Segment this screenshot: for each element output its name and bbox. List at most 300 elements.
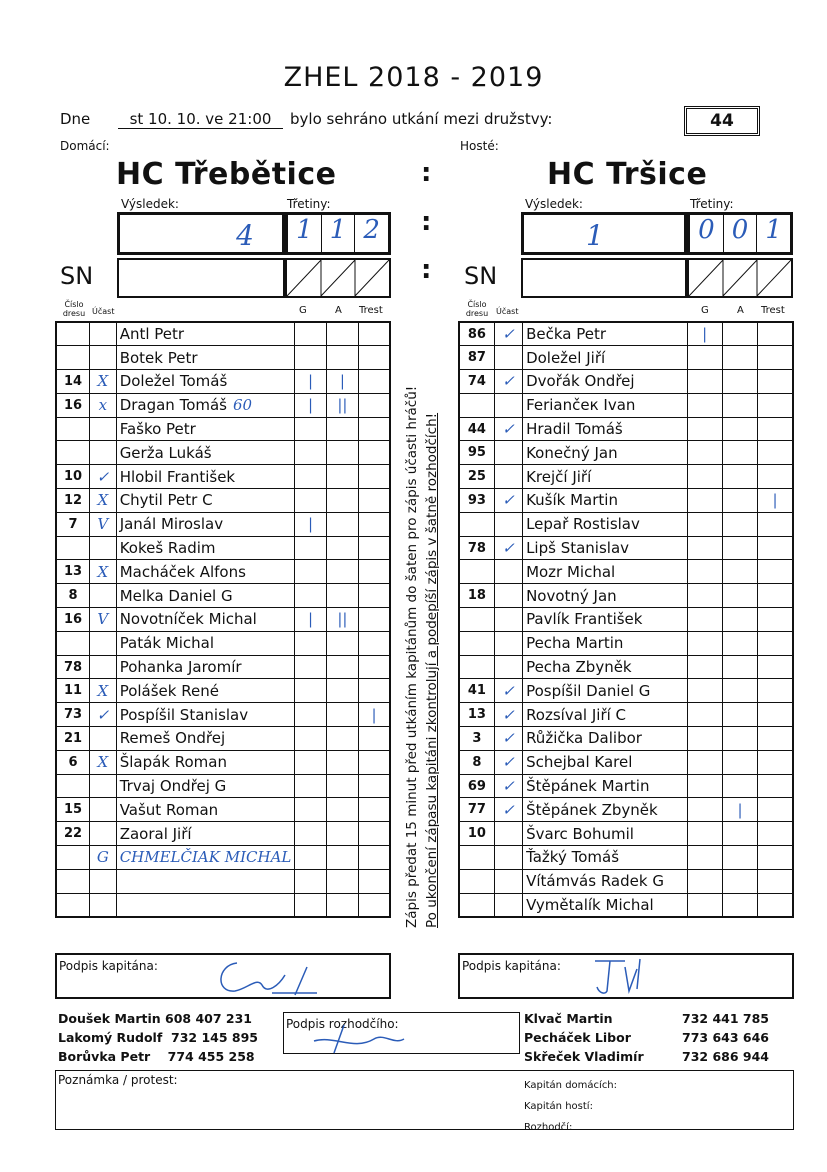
player-name[interactable] (116, 512, 295, 536)
goals-cell[interactable] (687, 370, 722, 394)
penalty-cell[interactable] (758, 869, 793, 893)
goals-cell[interactable] (687, 393, 722, 417)
goals-cell[interactable] (687, 774, 722, 798)
goals-cell[interactable] (295, 512, 326, 536)
player-number[interactable] (56, 346, 90, 370)
penalty-cell[interactable] (358, 417, 390, 441)
assists-cell[interactable] (722, 370, 757, 394)
penalty-cell[interactable] (358, 560, 390, 584)
player-name[interactable] (116, 393, 295, 417)
goals-cell[interactable] (295, 370, 326, 394)
participation-mark[interactable] (90, 822, 117, 846)
assists-cell[interactable] (722, 655, 757, 679)
player-number[interactable] (56, 560, 90, 584)
assists-cell[interactable] (326, 536, 358, 560)
home-captain-signature[interactable] (55, 953, 391, 999)
assists-cell[interactable] (722, 893, 757, 917)
participation-mark[interactable] (494, 822, 522, 846)
player-number[interactable] (56, 750, 90, 774)
penalty-cell[interactable] (358, 584, 390, 608)
goals-cell[interactable] (295, 655, 326, 679)
assists-cell[interactable] (326, 393, 358, 417)
penalty-cell[interactable] (358, 489, 390, 513)
assists-cell[interactable] (722, 322, 757, 346)
player-number[interactable] (56, 869, 90, 893)
player-name[interactable] (116, 750, 295, 774)
assists-cell[interactable] (326, 774, 358, 798)
assists-cell[interactable] (326, 798, 358, 822)
assists-cell[interactable] (722, 346, 757, 370)
participation-mark[interactable] (90, 655, 117, 679)
participation-mark[interactable] (494, 584, 522, 608)
penalty-cell[interactable] (758, 417, 793, 441)
goals-cell[interactable] (687, 822, 722, 846)
player-name[interactable] (116, 869, 295, 893)
player-name[interactable] (116, 489, 295, 513)
player-number[interactable] (459, 798, 494, 822)
player-name[interactable] (116, 370, 295, 394)
player-name[interactable] (116, 346, 295, 370)
player-number[interactable] (459, 774, 494, 798)
penalty-cell[interactable] (758, 370, 793, 394)
assists-cell[interactable] (326, 679, 358, 703)
player-number[interactable] (56, 655, 90, 679)
participation-mark[interactable] (90, 584, 117, 608)
participation-mark[interactable] (90, 608, 117, 632)
assists-cell[interactable] (722, 393, 757, 417)
assists-cell[interactable] (722, 489, 757, 513)
goals-cell[interactable] (687, 703, 722, 727)
player-name[interactable] (523, 774, 687, 798)
participation-mark[interactable] (494, 846, 522, 870)
player-name[interactable] (523, 679, 687, 703)
participation-mark[interactable] (90, 346, 117, 370)
player-name[interactable] (523, 417, 687, 441)
player-name[interactable] (523, 798, 687, 822)
assists-cell[interactable] (722, 512, 757, 536)
penalty-cell[interactable] (358, 393, 390, 417)
participation-mark[interactable] (90, 750, 117, 774)
penalty-cell[interactable] (358, 441, 390, 465)
player-name[interactable] (116, 322, 295, 346)
player-number[interactable] (459, 631, 494, 655)
participation-mark[interactable] (90, 489, 117, 513)
assists-cell[interactable] (326, 703, 358, 727)
participation-mark[interactable] (90, 798, 117, 822)
goals-cell[interactable] (687, 512, 722, 536)
player-number[interactable] (459, 346, 494, 370)
player-name[interactable] (523, 893, 687, 917)
assists-cell[interactable] (722, 822, 757, 846)
assists-cell[interactable] (326, 489, 358, 513)
participation-mark[interactable] (90, 536, 117, 560)
participation-mark[interactable] (494, 560, 522, 584)
assists-cell[interactable] (326, 560, 358, 584)
player-number[interactable] (56, 417, 90, 441)
goals-cell[interactable] (295, 893, 326, 917)
player-number[interactable] (56, 370, 90, 394)
assists-cell[interactable] (326, 417, 358, 441)
penalty-cell[interactable] (758, 798, 793, 822)
goals-cell[interactable] (295, 346, 326, 370)
assists-cell[interactable] (326, 512, 358, 536)
goals-cell[interactable] (295, 584, 326, 608)
penalty-cell[interactable] (758, 750, 793, 774)
goals-cell[interactable] (295, 703, 326, 727)
participation-mark[interactable] (90, 512, 117, 536)
penalty-cell[interactable] (358, 750, 390, 774)
penalty-cell[interactable] (758, 465, 793, 489)
player-number[interactable] (56, 846, 90, 870)
penalty-cell[interactable] (358, 346, 390, 370)
player-number[interactable] (459, 703, 494, 727)
player-name[interactable] (523, 560, 687, 584)
player-name[interactable] (116, 703, 295, 727)
player-name[interactable] (523, 846, 687, 870)
player-number[interactable] (56, 608, 90, 632)
player-name[interactable] (116, 465, 295, 489)
assists-cell[interactable] (722, 417, 757, 441)
goals-cell[interactable] (295, 822, 326, 846)
player-name[interactable] (116, 631, 295, 655)
goals-cell[interactable] (295, 322, 326, 346)
penalty-cell[interactable] (358, 703, 390, 727)
penalty-cell[interactable] (358, 679, 390, 703)
penalty-cell[interactable] (758, 608, 793, 632)
player-number[interactable] (459, 893, 494, 917)
penalty-cell[interactable] (358, 893, 390, 917)
player-name[interactable] (116, 536, 295, 560)
player-number[interactable] (459, 560, 494, 584)
player-name[interactable] (523, 631, 687, 655)
participation-mark[interactable] (90, 370, 117, 394)
player-name[interactable] (116, 608, 295, 632)
assists-cell[interactable] (326, 465, 358, 489)
goals-cell[interactable] (295, 846, 326, 870)
assists-cell[interactable] (326, 441, 358, 465)
player-name[interactable] (523, 465, 687, 489)
player-name[interactable] (523, 370, 687, 394)
penalty-cell[interactable] (758, 512, 793, 536)
player-number[interactable] (56, 536, 90, 560)
player-name[interactable] (116, 584, 295, 608)
penalty-cell[interactable] (758, 346, 793, 370)
player-number[interactable] (56, 393, 90, 417)
penalty-cell[interactable] (758, 703, 793, 727)
player-number[interactable] (459, 489, 494, 513)
assists-cell[interactable] (722, 536, 757, 560)
player-number[interactable] (459, 512, 494, 536)
penalty-cell[interactable] (758, 655, 793, 679)
participation-mark[interactable] (494, 893, 522, 917)
participation-mark[interactable] (494, 393, 522, 417)
goals-cell[interactable] (687, 750, 722, 774)
player-number[interactable] (459, 322, 494, 346)
participation-mark[interactable] (494, 869, 522, 893)
player-number[interactable] (459, 441, 494, 465)
goals-cell[interactable] (687, 679, 722, 703)
goals-cell[interactable] (687, 655, 722, 679)
player-number[interactable] (459, 822, 494, 846)
player-name[interactable] (523, 655, 687, 679)
participation-mark[interactable] (494, 417, 522, 441)
assists-cell[interactable] (326, 893, 358, 917)
participation-mark[interactable] (90, 631, 117, 655)
penalty-cell[interactable] (758, 441, 793, 465)
assists-cell[interactable] (722, 608, 757, 632)
player-number[interactable] (56, 727, 90, 751)
player-number[interactable] (56, 631, 90, 655)
goals-cell[interactable] (687, 465, 722, 489)
participation-mark[interactable] (494, 774, 522, 798)
goals-cell[interactable] (295, 393, 326, 417)
player-name[interactable] (116, 679, 295, 703)
penalty-cell[interactable] (358, 822, 390, 846)
player-number[interactable] (459, 679, 494, 703)
player-name[interactable] (116, 655, 295, 679)
penalty-cell[interactable] (758, 893, 793, 917)
penalty-cell[interactable] (358, 655, 390, 679)
penalty-cell[interactable] (758, 822, 793, 846)
assists-cell[interactable] (722, 750, 757, 774)
player-number[interactable] (56, 489, 90, 513)
goals-cell[interactable] (295, 465, 326, 489)
penalty-cell[interactable] (358, 727, 390, 751)
goals-cell[interactable] (687, 608, 722, 632)
participation-mark[interactable] (494, 750, 522, 774)
player-name[interactable] (116, 560, 295, 584)
assists-cell[interactable] (326, 346, 358, 370)
goals-cell[interactable] (687, 346, 722, 370)
player-name[interactable] (523, 322, 687, 346)
participation-mark[interactable] (494, 727, 522, 751)
player-name[interactable] (523, 441, 687, 465)
player-number[interactable] (56, 822, 90, 846)
assists-cell[interactable] (722, 441, 757, 465)
participation-mark[interactable] (90, 703, 117, 727)
goals-cell[interactable] (687, 727, 722, 751)
participation-mark[interactable] (494, 679, 522, 703)
away-captain-signature[interactable] (458, 953, 794, 999)
penalty-cell[interactable] (358, 322, 390, 346)
goals-cell[interactable] (687, 417, 722, 441)
player-number[interactable] (459, 584, 494, 608)
participation-mark[interactable] (90, 727, 117, 751)
goals-cell[interactable] (295, 417, 326, 441)
assists-cell[interactable] (326, 869, 358, 893)
player-name[interactable] (116, 774, 295, 798)
player-number[interactable] (56, 512, 90, 536)
goals-cell[interactable] (295, 727, 326, 751)
penalty-cell[interactable] (758, 584, 793, 608)
goals-cell[interactable] (687, 893, 722, 917)
player-name[interactable] (523, 489, 687, 513)
player-number[interactable] (459, 608, 494, 632)
player-name[interactable] (116, 727, 295, 751)
participation-mark[interactable] (90, 869, 117, 893)
goals-cell[interactable] (687, 441, 722, 465)
player-name[interactable] (116, 441, 295, 465)
player-name[interactable] (116, 417, 295, 441)
note-box[interactable] (55, 1070, 794, 1133)
player-number[interactable] (56, 774, 90, 798)
participation-mark[interactable] (494, 441, 522, 465)
participation-mark[interactable] (90, 441, 117, 465)
penalty-cell[interactable] (758, 322, 793, 346)
goals-cell[interactable] (295, 798, 326, 822)
penalty-cell[interactable] (358, 465, 390, 489)
goals-cell[interactable] (295, 750, 326, 774)
player-number[interactable] (56, 703, 90, 727)
penalty-cell[interactable] (358, 869, 390, 893)
participation-mark[interactable] (90, 322, 117, 346)
goals-cell[interactable] (687, 631, 722, 655)
assists-cell[interactable] (722, 584, 757, 608)
player-name[interactable] (523, 822, 687, 846)
referee-signature[interactable] (283, 1012, 520, 1054)
assists-cell[interactable] (722, 703, 757, 727)
participation-mark[interactable] (494, 703, 522, 727)
assists-cell[interactable] (722, 846, 757, 870)
participation-mark[interactable] (494, 631, 522, 655)
participation-mark[interactable] (90, 560, 117, 584)
assists-cell[interactable] (326, 631, 358, 655)
player-number[interactable] (459, 727, 494, 751)
penalty-cell[interactable] (358, 774, 390, 798)
participation-mark[interactable] (494, 346, 522, 370)
assists-cell[interactable] (722, 774, 757, 798)
participation-mark[interactable] (90, 393, 117, 417)
goals-cell[interactable] (687, 322, 722, 346)
penalty-cell[interactable] (758, 631, 793, 655)
assists-cell[interactable] (326, 608, 358, 632)
assists-cell[interactable] (326, 727, 358, 751)
player-number[interactable] (459, 655, 494, 679)
penalty-cell[interactable] (358, 846, 390, 870)
penalty-cell[interactable] (358, 536, 390, 560)
penalty-cell[interactable] (758, 846, 793, 870)
participation-mark[interactable] (494, 489, 522, 513)
player-name[interactable] (116, 798, 295, 822)
participation-mark[interactable] (494, 798, 522, 822)
player-number[interactable] (56, 798, 90, 822)
goals-cell[interactable] (295, 489, 326, 513)
assists-cell[interactable] (326, 846, 358, 870)
player-number[interactable] (459, 465, 494, 489)
player-number[interactable] (56, 322, 90, 346)
penalty-cell[interactable] (358, 608, 390, 632)
assists-cell[interactable] (722, 631, 757, 655)
goals-cell[interactable] (295, 536, 326, 560)
penalty-cell[interactable] (358, 798, 390, 822)
participation-mark[interactable] (494, 512, 522, 536)
assists-cell[interactable] (722, 465, 757, 489)
player-name[interactable] (523, 512, 687, 536)
player-number[interactable] (459, 393, 494, 417)
penalty-cell[interactable] (758, 393, 793, 417)
penalty-cell[interactable] (758, 536, 793, 560)
participation-mark[interactable] (494, 370, 522, 394)
assists-cell[interactable] (722, 679, 757, 703)
player-name[interactable] (523, 703, 687, 727)
player-name[interactable] (116, 822, 295, 846)
penalty-cell[interactable] (358, 370, 390, 394)
goals-cell[interactable] (687, 584, 722, 608)
penalty-cell[interactable] (358, 512, 390, 536)
player-number[interactable] (56, 893, 90, 917)
participation-mark[interactable] (90, 679, 117, 703)
player-name[interactable] (523, 750, 687, 774)
assists-cell[interactable] (722, 798, 757, 822)
player-number[interactable] (459, 536, 494, 560)
player-name[interactable] (523, 393, 687, 417)
goals-cell[interactable] (295, 441, 326, 465)
participation-mark[interactable] (90, 465, 117, 489)
assists-cell[interactable] (326, 584, 358, 608)
participation-mark[interactable] (494, 322, 522, 346)
assists-cell[interactable] (326, 750, 358, 774)
penalty-cell[interactable] (758, 727, 793, 751)
assists-cell[interactable] (326, 822, 358, 846)
player-number[interactable] (56, 441, 90, 465)
goals-cell[interactable] (295, 679, 326, 703)
participation-mark[interactable] (494, 536, 522, 560)
player-number[interactable] (459, 417, 494, 441)
player-number[interactable] (459, 869, 494, 893)
player-name[interactable] (523, 584, 687, 608)
goals-cell[interactable] (295, 774, 326, 798)
goals-cell[interactable] (295, 869, 326, 893)
participation-mark[interactable] (90, 774, 117, 798)
penalty-cell[interactable] (358, 631, 390, 655)
player-name[interactable] (523, 608, 687, 632)
assists-cell[interactable] (722, 560, 757, 584)
goals-cell[interactable] (295, 608, 326, 632)
player-number[interactable] (459, 846, 494, 870)
player-number[interactable] (459, 750, 494, 774)
participation-mark[interactable] (90, 893, 117, 917)
assists-cell[interactable] (326, 370, 358, 394)
penalty-cell[interactable] (758, 774, 793, 798)
goals-cell[interactable] (687, 798, 722, 822)
player-number[interactable] (56, 465, 90, 489)
player-name[interactable] (523, 727, 687, 751)
participation-mark[interactable] (90, 846, 117, 870)
penalty-cell[interactable] (758, 489, 793, 513)
goals-cell[interactable] (295, 631, 326, 655)
player-name[interactable] (523, 869, 687, 893)
goals-cell[interactable] (687, 869, 722, 893)
player-number[interactable] (459, 370, 494, 394)
penalty-cell[interactable] (758, 679, 793, 703)
goals-cell[interactable] (687, 560, 722, 584)
goals-cell[interactable] (687, 536, 722, 560)
player-name[interactable] (523, 346, 687, 370)
goals-cell[interactable] (687, 489, 722, 513)
participation-mark[interactable] (90, 417, 117, 441)
goals-cell[interactable] (295, 560, 326, 584)
assists-cell[interactable] (326, 322, 358, 346)
assists-cell[interactable] (326, 655, 358, 679)
assists-cell[interactable] (722, 869, 757, 893)
player-name[interactable] (116, 846, 295, 870)
player-name[interactable] (116, 893, 295, 917)
participation-mark[interactable] (494, 465, 522, 489)
player-number[interactable] (56, 584, 90, 608)
penalty-cell[interactable] (758, 560, 793, 584)
participation-mark[interactable] (494, 608, 522, 632)
player-number[interactable] (56, 679, 90, 703)
